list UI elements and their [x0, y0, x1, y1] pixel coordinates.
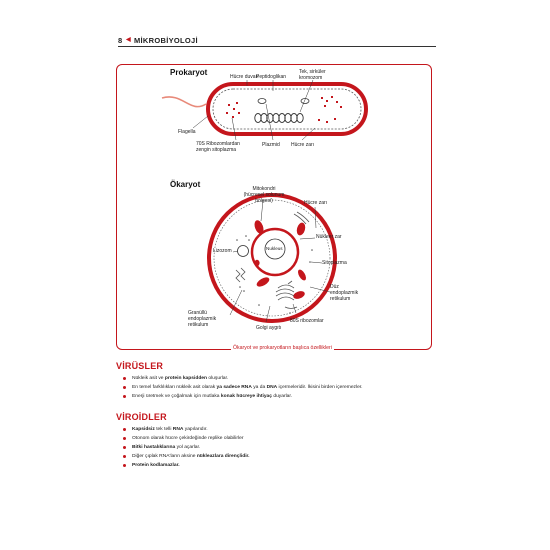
flagellum-shape [162, 97, 206, 107]
eukaryote-cell [209, 195, 335, 322]
label-flagella: Flagella [178, 129, 196, 135]
label-lysosome: Lizozom [213, 248, 232, 254]
viroid-list [118, 425, 438, 470]
label-rough-er: Granüllü endoplazmik retikulum [188, 310, 217, 328]
cell-wall-shape [208, 84, 366, 134]
label-ribosomes: 70S Ribozomlardan zengin sitoplazma [196, 141, 240, 153]
prokaryote-title: Prokaryot [170, 68, 208, 77]
label-membrane: Hücre zarı [291, 142, 315, 148]
label-mitochondria: Mitokondri (hücresel solunum bölgesi) [243, 186, 285, 204]
eukaryote-title: Ökaryot [170, 180, 201, 189]
list-item: Nükleik asit ve protein kapsidden oluşurlar. [118, 374, 438, 383]
figure-caption: Ökaryot ve prokaryotların başlıca özellikleri [233, 345, 332, 351]
list-item: Enerji üretmek ve çoğalmak için mutlaka konak hücreye ihtiyaç duyarlar. [118, 392, 438, 401]
section-title-viroids: VİROİDLER [116, 412, 167, 422]
label-golgi: Golgi aygıtı [256, 325, 282, 331]
virus-list [118, 374, 438, 401]
list-item: Kapsidsiz tek telli RNA yapılarıdır. [118, 425, 438, 434]
list-item: Protein kodlamazlar. [118, 461, 438, 470]
chapter-title: MİKROBİYOLOJİ [134, 36, 198, 45]
label-cytoplasm: Sitoplazma [322, 260, 347, 266]
label-cell-wall: Hücre duvarı [230, 74, 259, 80]
label-80s-ribosomes: 80S ribozomlar [290, 318, 324, 324]
list-item: Otonom olarak hücre çekirdeğinde replike olabilirler [118, 434, 438, 443]
list-item: Diğer çıplak RNA'ların aksine nükleazlara dirençlidir. [118, 452, 438, 461]
label-smooth-er: Düz endoplazmik retikulum [330, 284, 359, 302]
triangle-left-icon: ◀ [126, 37, 131, 43]
section-title-viruses: VİRÜSLER [116, 361, 164, 371]
label-nucleus: Nukleus [266, 246, 283, 251]
label-plasmid: Plazmid [262, 142, 280, 148]
label-peptidoglycan: Peptidoglikan [256, 74, 287, 80]
page-number: 8 [118, 36, 123, 45]
list-item: En temel farklılıkları nükleik asit olarak ya sadece RNA ya da DNA içermeleridir. İkisini birden içeremezler. [118, 383, 438, 392]
list-item: Bitki hastalıklarına yol açarlar. [118, 443, 438, 452]
label-nuclear-membrane: Nükleer zar [316, 234, 342, 240]
label-cell-membrane: Hücre zarı [304, 200, 328, 206]
label-chromosome: Tek, sirküler kromozom [299, 69, 326, 81]
